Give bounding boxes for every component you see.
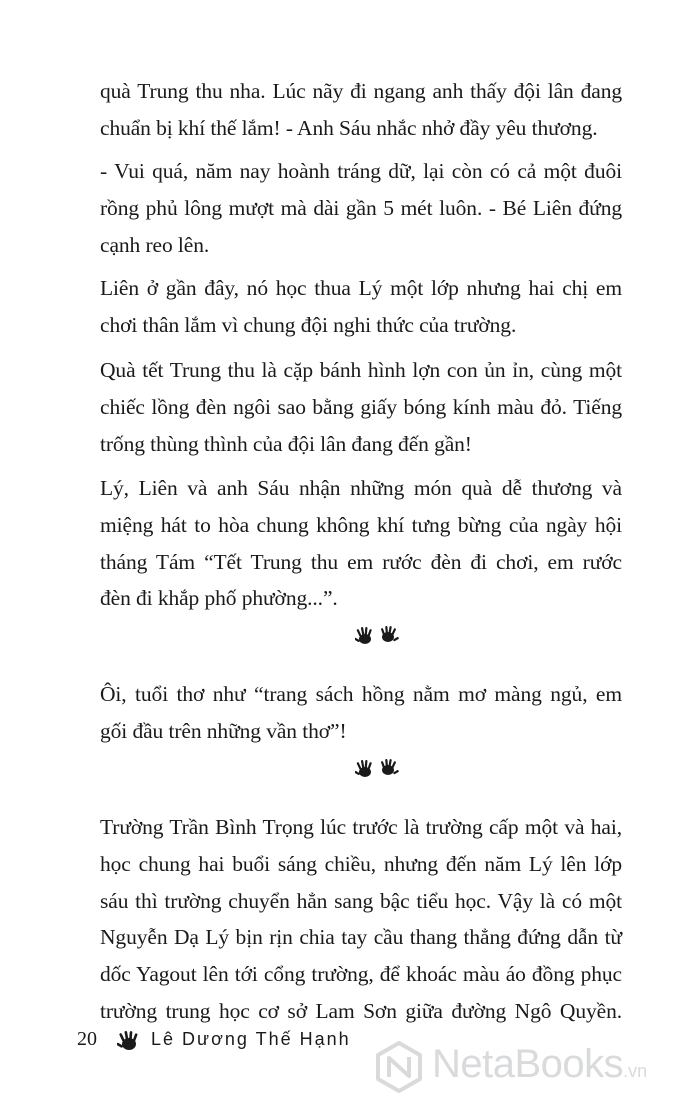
- text-line: đèn đi khắp phố phường...”.: [100, 586, 338, 611]
- watermark-tld: .vn: [623, 1061, 648, 1081]
- text-line: tháng Tám “Tết Trung thu em rước đèn đi chơi, em rước: [100, 549, 622, 574]
- text-line: Trường Trần Bình Trọng lúc trước là trường cấp một và hai,: [100, 815, 622, 839]
- paragraph: [100, 676, 622, 750]
- paragraph: [100, 153, 622, 263]
- paragraph: [100, 352, 622, 462]
- text-line: rồng phủ lông mượt mà dài gần 5 mét luôn. - Bé Liên đứng: [100, 195, 622, 220]
- text-line: - Vui quá, năm nay hoành tráng dữ, lại còn có cả một đuôi: [100, 159, 622, 183]
- paragraph: [100, 470, 622, 617]
- text-line: quà Trung thu nha. Lúc nãy đi ngang anh thấy đội lân đang: [100, 79, 622, 103]
- text-line: Ôi, tuổi thơ như “trang sách hồng nằm mơ màng ngủ, em: [100, 682, 622, 706]
- text-line: cạnh reo lên.: [100, 232, 210, 257]
- text-line: Nguyễn Dạ Lý bịn rịn chia tay cầu thang thẳng đứng dẫn từ: [100, 925, 622, 950]
- paragraph: [100, 73, 622, 147]
- text-line: Quà tết Trung thu là cặp bánh hình lợn con ủn ỉn, cùng một: [100, 358, 622, 382]
- handprints-ornament-icon: [355, 758, 399, 780]
- text-line: miệng hát to hòa chung không khí tưng bừng của ngày hội: [100, 512, 622, 537]
- text-line: chuẩn bị khí thế lắm! - Anh Sáu nhắc nhở đầy yêu thương.: [100, 115, 598, 140]
- watermark-brand: [432, 1042, 647, 1087]
- text-line: dốc Yagout lên tới cổng trường, để khoác màu áo đồng phục: [100, 962, 622, 987]
- text-line: trường trung học cơ sở Lam Sơn giữa đường Ngô Quyền.: [100, 998, 622, 1023]
- text-line: học chung hai buổi sáng chiều, nhưng đến năm Lý lên lớp: [100, 851, 622, 876]
- text-line: chiếc lồng đèn ngôi sao bằng giấy bóng kính màu đỏ. Tiếng: [100, 394, 622, 419]
- handprints-ornament-icon: [355, 625, 399, 647]
- text-line: sáu thì trường chuyển hẳn sang bậc tiểu học. Vậy là có một: [100, 888, 622, 913]
- text-line: trống thùng thình của đội lân đang đến gần!: [100, 431, 472, 456]
- text-line: gối đầu trên những vần thơ”!: [100, 718, 347, 743]
- author-name: Lê Dương Thế Hạnh: [151, 1029, 351, 1049]
- netabooks-logo-icon: [372, 1040, 426, 1094]
- page-number: 20: [77, 1028, 97, 1050]
- paragraph: [100, 809, 622, 1030]
- handprint-icon: [117, 1029, 141, 1053]
- watermark-brand-name: NetaBooks: [432, 1042, 624, 1086]
- text-line: Liên ở gần đây, nó học thua Lý một lớp nhưng hai chị em: [100, 276, 622, 300]
- text-line: chơi thân lắm vì chung đội nghi thức của trường.: [100, 312, 517, 337]
- paragraph: [100, 270, 622, 344]
- watermark: [372, 1040, 692, 1096]
- text-line: Lý, Liên và anh Sáu nhận những món quà dễ thương và: [100, 476, 622, 500]
